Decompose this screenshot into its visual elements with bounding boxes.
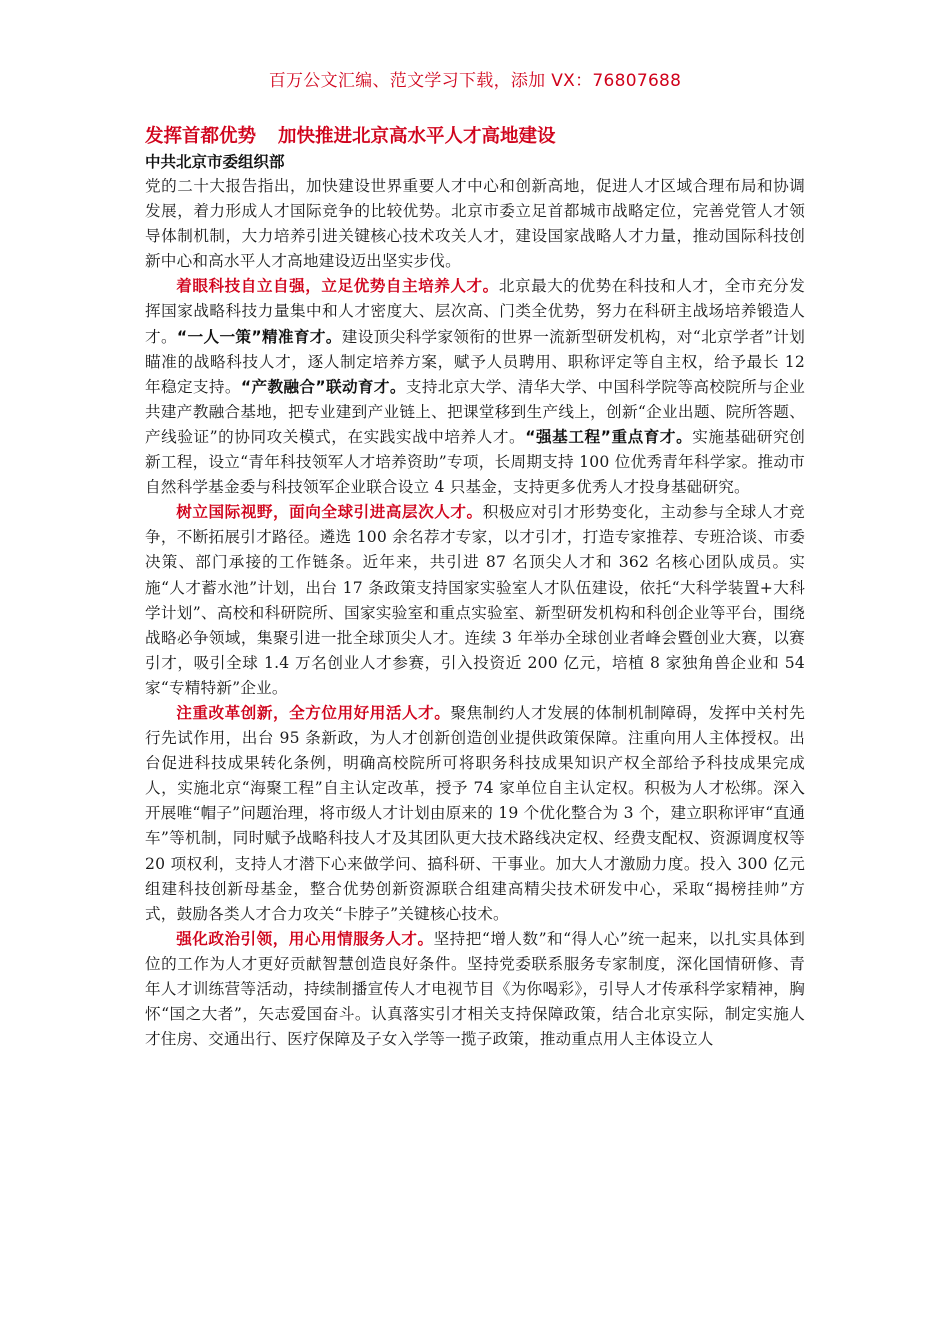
subsection-heading: “强基工程”重点育才。 [525,427,693,446]
subsection-heading: “一人一策”精准育才。 [176,327,342,346]
section-lead: 积极应对引才形势变化，主动参与全球人才竞争，不断拓展引才路径。遴选 100 余名荐才专家，以才引才，打造专家推荐、专班洽谈、市委决策、部门承接的工作链条。近年来，共引进 87 名顶尖人才和 362 名核心团队成员。实施“人才蓄水池”计划，出台 17 条政策支持国家实验室人才队伍建设，依托“大科学装置+大科学计划”、高校和科研院所、国家实验室和重点实验室、新型研发机构和科创企业等平台，围绕战略必争领域，集聚引进一批全球顶尖人才。连续 3 年举办全球创业者峰会暨创业大赛，以赛引才，吸引全球 1.4 万名创业人才参赛，引入投资近 200 亿元，培植 8 家独角兽企业和 54 家“专精特新”企业。 [145,503,805,697]
intro-paragraph: 党的二十大报告指出，加快建设世界重要人才中心和创新高地，促进人才区域合理布局和协调发展，着力形成人才国际竞争的比较优势。北京市委立足首都城市战略定位，完善党管人才领导体制机制，大力培养引进关键核心技术攻关人才，建设国家战略人才力量，推动国际科技创新中心和高水平人才高地建设迈出坚实步伐。 [145,177,805,271]
header-banner: 百万公文汇编、范文学习下载，添加 VX：76807688 [268,71,682,91]
section-paragraph-2 [145,500,805,701]
title-part-1: 发挥首都优势 [145,126,257,147]
section-paragraph-4 [145,927,805,1052]
section-heading: 注重改革创新，全方位用好用活人才。 [176,703,451,722]
subsection-text: 建设顶尖科学家领衔的世界一流新型研发机构，对“北京学者”计划瞄准的战略科技人才，逐人制定培养方案，赋予人员聘用、职称评定等自主权，给予最长 12 年稳定支持。 [145,327,806,396]
article-author: 中共北京市委组织部 [145,153,285,171]
section-lead: 北京最大的优势在科技和人才，全市充分发挥国家战略科技力量集中和人才密度大、层次高、门类全优势，努力在科研主战场培养锻造人才。 [145,277,805,346]
subsection-text: 支持北京大学、清华大学、中国科学院等高校院所与企业共建产教融合基地，把专业建到产业链上、把课堂移到生产线上，创新“企业出题、院所答题、产线验证”的协同攻关模式，在实践实战中培养人才。 [145,377,805,446]
subsection-heading: “产教融合”联动育才。 [240,377,406,396]
section-heading: 强化政治引领，用心用情服务人才。 [176,929,434,948]
article-body [145,124,805,1052]
section-lead: 聚焦制约人才发展的体制机制障碍，发挥中关村先行先试作用，出台 95 条新政，为人才创新创造创业提供政策保障。注重向用人主体授权。出台促进科技成果转化条例，明确高校院所可将职务科技成果知识产权全部给予科技成果完成人，实施北京“海聚工程”自主认定改革，授予 74 家单位自主认定权。积极为人才松绑。深入开展唯“帽子”问题治理，将市级人才计划由原来的 19 个优化整合为 3 个，建立职称评审“直通车”等机制，同时赋予战略科技人才及其团队更大技术路线决定权、经费支配权、资源调度权等 20 项权利，支持人才潜下心来做学问、搞科研、干事业。加大人才激励力度。投入 300 亿元组建科技创新母基金，整合优势创新资源联合组建高精尖技术研发中心，采取“揭榜挂帅”方式，鼓励各类人才合力攻关“卡脖子”关键核心技术。 [145,703,805,923]
subsection-text: 实施基础研究创新工程，设立“青年科技领军人才培养资助”专项，长周期支持 100 位优秀青年科学家。推动市自然科学基金委与科技领军企业联合设立 4 只基金，支持更多优秀人才投身基础研究。 [145,427,805,497]
section-heading: 树立国际视野，面向全球引进高层次人才。 [176,503,483,522]
section-paragraph-1 [145,274,805,500]
section-paragraph-3 [145,701,805,927]
title-part-2: 加快推进北京高水平人才高地建设 [278,126,556,147]
article-title [145,124,805,150]
section-heading: 着眼科技自立自强，立足优势自主培养人才。 [176,277,499,296]
section-lead: 坚持把“增人数”和“得人心”统一起来，以扎实具体到位的工作为人才更好贡献智慧创造良好条件。坚持党委联系服务专家制度，深化国情研修、青年人才训练营等活动，持续制播宣传人才电视节目《为你喝彩》，引导人才传承科学家精神，胸怀“国之大者”，矢志爱国奋斗。认真落实引才相关支持保障政策，结合北京实际，制定实施人才住房、交通出行、医疗保障及子女入学等一揽子政策，推动重点用人主体设立人 [145,929,806,1049]
